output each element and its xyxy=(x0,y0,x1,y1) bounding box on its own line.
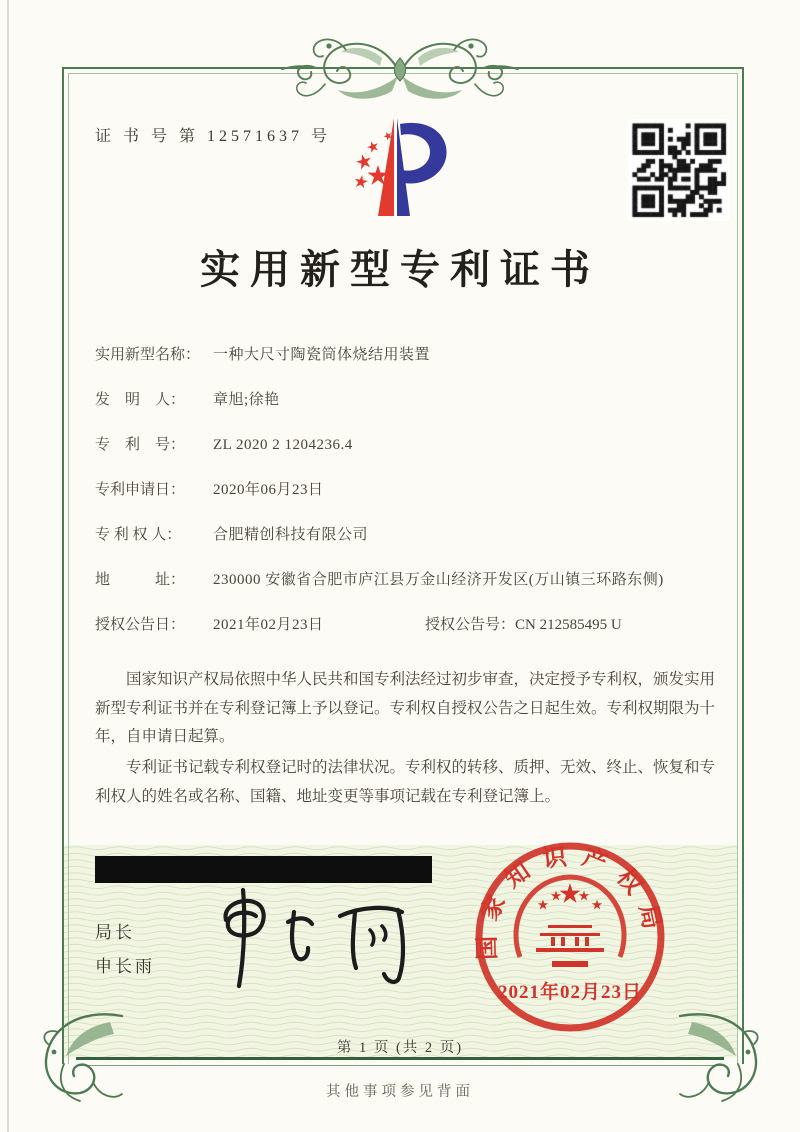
field-label: 专利申请日： xyxy=(95,482,186,498)
field-value: 合肥精创科技有限公司 xyxy=(213,527,369,543)
field-value: 230000 安徽省合肥市庐江县万金山经济开发区(万山镇三环路东侧) xyxy=(213,572,664,588)
page-indicator: 第 1 页 (共 2 页) xyxy=(336,1040,464,1056)
field-row-patentee xyxy=(95,524,713,546)
field-row-grant xyxy=(95,614,713,636)
scan-edge-line xyxy=(7,0,9,1132)
field-row-inventor xyxy=(95,389,713,411)
legal-text-block xyxy=(95,666,715,813)
certificate-number: 证 书 号 第 12571637 号 xyxy=(95,128,332,145)
field-row-address xyxy=(95,569,713,591)
field-value: 2020年06月23日 xyxy=(213,482,324,498)
field-label: 实用新型名称： xyxy=(95,347,201,363)
cnipa-seal xyxy=(470,837,670,1037)
director-name: 申长雨 xyxy=(95,957,155,976)
director-title: 局长 xyxy=(95,923,135,942)
black-redaction-bar xyxy=(95,856,432,883)
frame-bottom-rule xyxy=(76,1057,724,1066)
top-flourish-ornament xyxy=(280,28,520,112)
field-label: 授权公告号： xyxy=(425,617,516,633)
certificate-title: 实用新型专利证书 xyxy=(200,247,600,292)
seal-date: 2021年02月23日 xyxy=(497,982,642,1003)
qr-code xyxy=(628,119,730,221)
field-label: 地 址： xyxy=(95,572,186,588)
field-label: 专 利 权 人： xyxy=(95,527,182,543)
field-value: 一种大尺寸陶瓷筒体烧结用装置 xyxy=(213,347,431,363)
field-label: 授权公告日： xyxy=(95,617,186,633)
svg-text:国家知识产权局 xyxy=(474,842,668,960)
field-row-filing-date xyxy=(95,479,713,501)
national-emblem xyxy=(516,877,624,967)
back-note: 其他事项参见背面 xyxy=(326,1084,474,1100)
director-block xyxy=(95,916,155,984)
grant-date-value: 2021年02月23日 xyxy=(213,617,324,633)
field-label: 发 明 人： xyxy=(95,392,186,408)
director-signature xyxy=(212,882,422,992)
field-value: 章旭;徐艳 xyxy=(213,392,280,408)
field-value: ZL 2020 2 1204236.4 xyxy=(213,437,353,453)
cnipa-logo-icon xyxy=(338,110,458,228)
grant-number-group xyxy=(425,614,622,636)
fields-block xyxy=(95,344,713,659)
grant-number-value: CN 212585495 U xyxy=(515,617,622,633)
field-row-patent-number xyxy=(95,434,713,456)
field-row-name xyxy=(95,344,713,366)
legal-paragraph-2: 专利证书记载专利权登记时的法律状况。专利权的转移、质押、无效、终止、恢复和专利权人的姓名或名称、国籍、地址变更等事项记载在专利登记簿上。 xyxy=(95,759,716,805)
field-label: 专 利 号： xyxy=(95,437,186,453)
legal-paragraph-1: 国家知识产权局依照中华人民共和国专利法经过初步审查，决定授予专利权，颁发实用新型专利证书并在专利登记簿上予以登记。专利权自授权公告之日起生效。专利权期限为十年，自申请日起算。 xyxy=(95,671,716,746)
seal-ring-text: 国家知识产权局 xyxy=(474,843,667,961)
